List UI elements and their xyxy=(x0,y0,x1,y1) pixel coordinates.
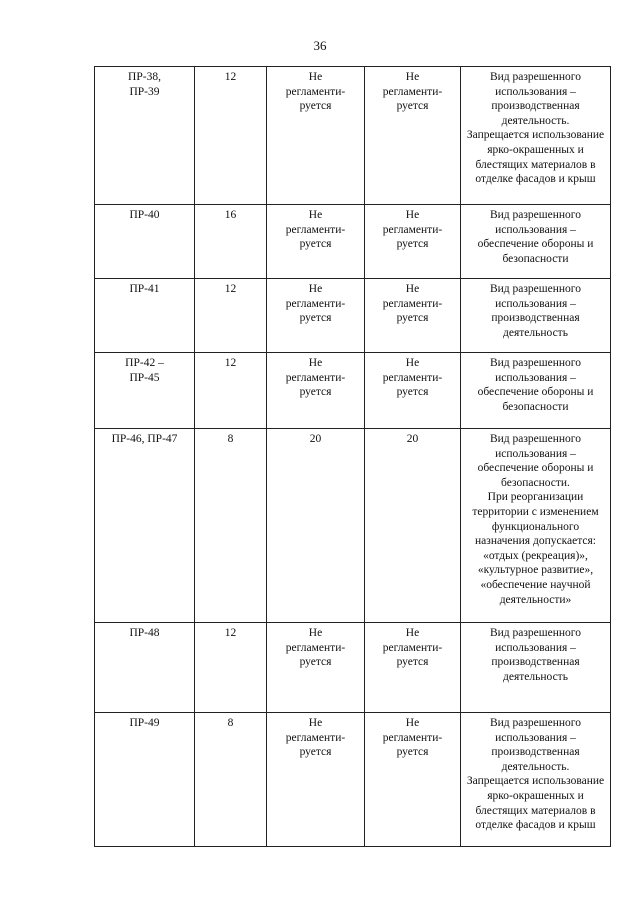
usage-description-cell: Вид разрешенного использования – производственная деятельность. Запрещается использование ярко-окрашенных и блестящих материалов в отделке фасадов и крыш xyxy=(461,713,611,847)
zone-code-cell: ПР-42 – ПР-45 xyxy=(95,353,195,429)
table-row xyxy=(95,279,611,353)
value-cell: 12 xyxy=(195,67,267,205)
parameter-cell: Не регламенти- руется xyxy=(365,205,461,279)
parameter-cell: Не регламенти- руется xyxy=(365,623,461,713)
zone-code-cell: ПР-40 xyxy=(95,205,195,279)
parameter-cell: Не регламенти- руется xyxy=(267,205,365,279)
parameter-cell: 20 xyxy=(365,429,461,623)
zone-code-cell: ПР-49 xyxy=(95,713,195,847)
zone-code-cell: ПР-46, ПР-47 xyxy=(95,429,195,623)
value-cell: 8 xyxy=(195,429,267,623)
table-row xyxy=(95,713,611,847)
value-cell: 12 xyxy=(195,353,267,429)
table-row xyxy=(95,429,611,623)
parameter-cell: Не регламенти- руется xyxy=(365,279,461,353)
value-cell: 12 xyxy=(195,623,267,713)
parameter-cell: Не регламенти- руется xyxy=(267,713,365,847)
parameter-cell: Не регламенти- руется xyxy=(267,279,365,353)
page-number: 36 xyxy=(313,38,327,53)
value-cell: 8 xyxy=(195,713,267,847)
table-row xyxy=(95,67,611,205)
table-row xyxy=(95,353,611,429)
value-cell: 12 xyxy=(195,279,267,353)
parameter-cell: Не регламенти- руется xyxy=(365,67,461,205)
table-row xyxy=(95,623,611,713)
parameter-cell: Не регламенти- руется xyxy=(365,713,461,847)
regulations-table xyxy=(94,66,611,847)
zone-code-cell: ПР-48 xyxy=(95,623,195,713)
table-row xyxy=(95,205,611,279)
usage-description-cell: Вид разрешенного использования – обеспечение обороны и безопасности xyxy=(461,205,611,279)
usage-description-cell: Вид разрешенного использования – производственная деятельность xyxy=(461,623,611,713)
usage-description-cell: Вид разрешенного использования – обеспечение обороны и безопасности. При реорганизации территории с изменением функционального назначения допускается: «отдых (рекреация)», «культурное развитие», «обеспечение научной деятельности» xyxy=(461,429,611,623)
parameter-cell: Не регламенти- руется xyxy=(267,623,365,713)
parameter-cell: Не регламенти- руется xyxy=(267,353,365,429)
parameter-cell: 20 xyxy=(267,429,365,623)
parameter-cell: Не регламенти- руется xyxy=(365,353,461,429)
usage-description-cell: Вид разрешенного использования – производственная деятельность xyxy=(461,279,611,353)
value-cell: 16 xyxy=(195,205,267,279)
parameter-cell: Не регламенти- руется xyxy=(267,67,365,205)
zone-code-cell: ПР-41 xyxy=(95,279,195,353)
usage-description-cell: Вид разрешенного использования – производственная деятельность. Запрещается использование ярко-окрашенных и блестящих материалов в отделке фасадов и крыш xyxy=(461,67,611,205)
zone-code-cell: ПР-38, ПР-39 xyxy=(95,67,195,205)
usage-description-cell: Вид разрешенного использования – обеспечение обороны и безопасности xyxy=(461,353,611,429)
